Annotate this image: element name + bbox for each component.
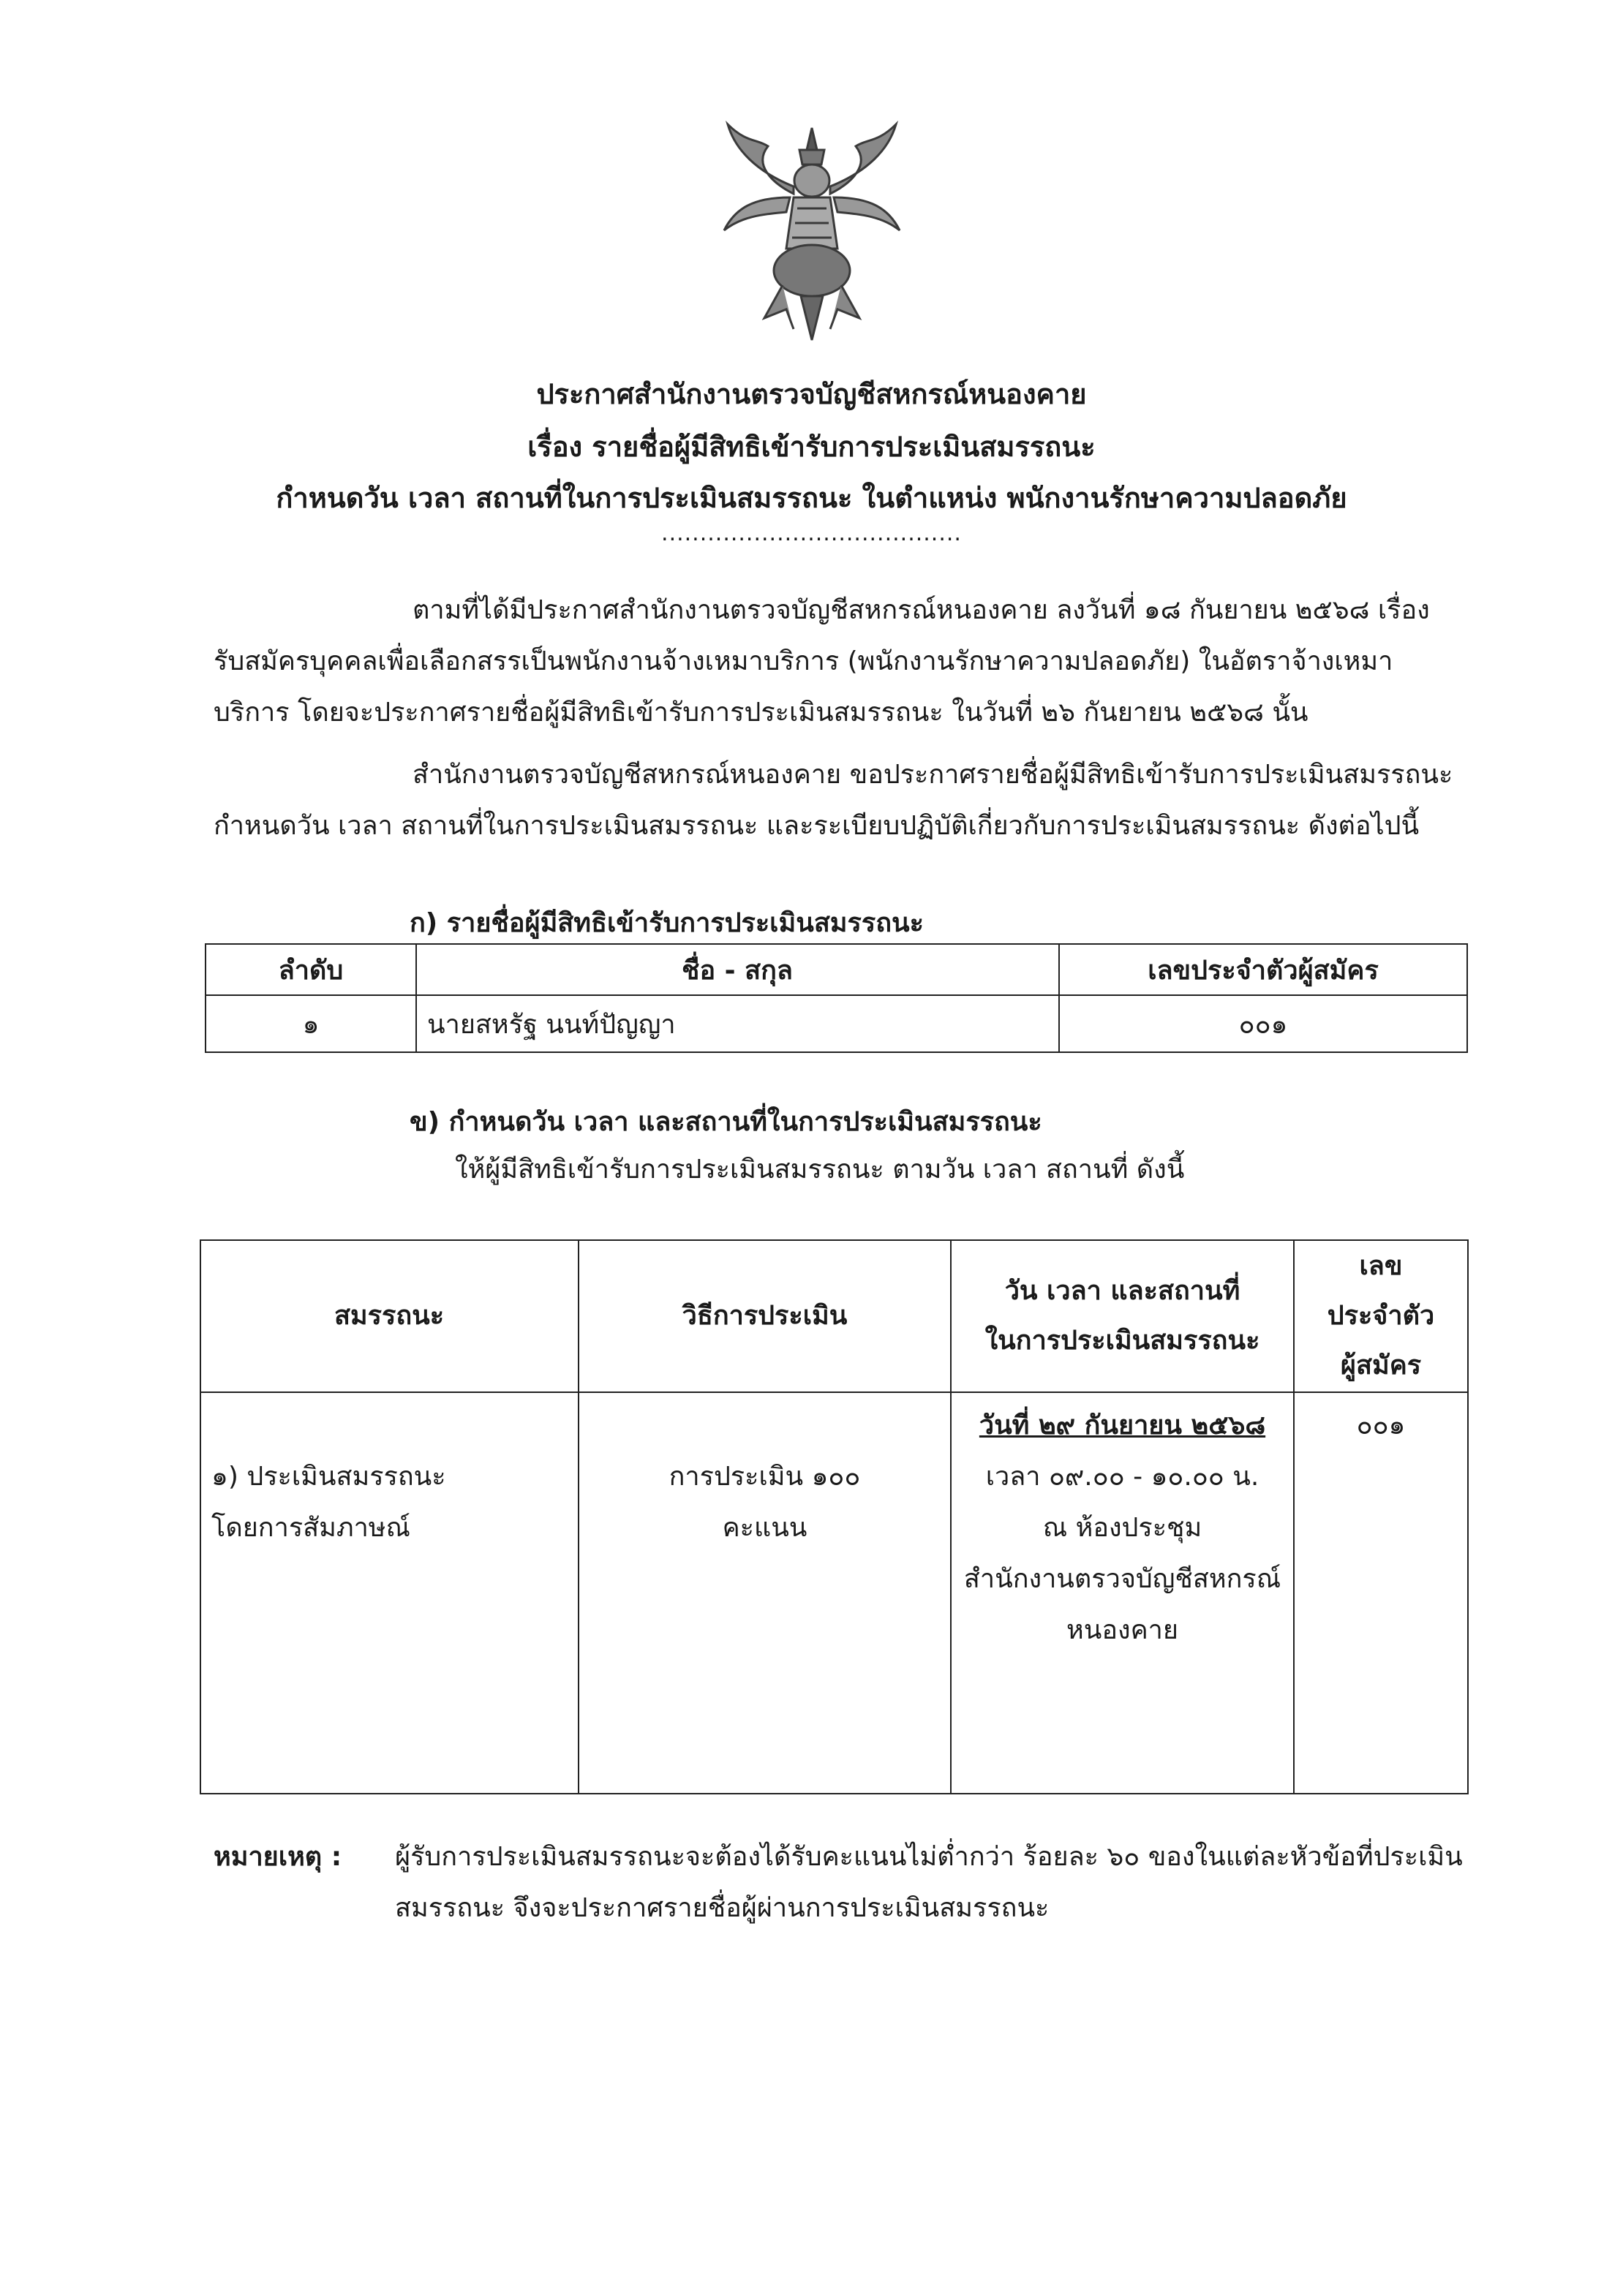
announcement-detail: กำหนดวัน เวลา สถานที่ในการประเมินสมรรถนะ ในตำแหน่ง พนักงานรักษาความปลอดภัย: [276, 482, 1347, 514]
header-applicant-id: [1294, 1240, 1468, 1392]
header-datetime-line1: วัน เวลา และสถานที่: [1004, 1276, 1240, 1306]
method-line2: คะแนน: [722, 1513, 807, 1543]
competency-line1: ๑) ประเมินสมรรถนะ: [211, 1462, 446, 1492]
announcement-subject: เรื่อง รายชื่อผู้มีสิทธิเข้ารับการประเมินสมรรถนะ: [527, 431, 1096, 463]
title-separator: .......................................: [661, 521, 962, 546]
section-b-title: ข) กำหนดวัน เวลา และสถานที่ในการประเมินสมรรถนะ: [410, 1107, 1042, 1137]
announce-paragraph: [214, 749, 1457, 852]
header-datetime-place: [951, 1240, 1294, 1392]
cell-datetime-place: [951, 1392, 1294, 1794]
header-id-line1: เลข: [1359, 1251, 1403, 1281]
cell-method: [579, 1392, 951, 1794]
section-a-title: ก) รายชื่อผู้มีสิทธิเข้ารับการประเมินสมรรถนะ: [410, 908, 924, 938]
garuda-emblem-icon: [713, 121, 911, 347]
header-name: ชื่อ - สกุล: [416, 944, 1059, 995]
header-id-line3: ผู้สมัคร: [1340, 1351, 1422, 1381]
assessment-time: เวลา ๐๙.๐๐ - ๑๐.๐๐ น.: [985, 1462, 1259, 1492]
header-applicant-id: เลขประจำตัวผู้สมัคร: [1059, 944, 1467, 995]
table-row: [200, 1392, 1468, 1794]
cell-applicant-id: ๐๐๑: [1294, 1392, 1468, 1794]
assessment-date: วันที่ ๒๙ กันยายน ๒๕๖๘: [979, 1411, 1266, 1440]
cell-competency: [200, 1392, 579, 1794]
header-order: ลำดับ: [206, 944, 416, 995]
table-header-row: [206, 944, 1467, 995]
place-line2: สำนักงานตรวจบัญชีสหกรณ์: [963, 1564, 1281, 1594]
table-header-row: [200, 1240, 1468, 1392]
cell-order: ๑: [206, 995, 416, 1052]
announcement-title: ประกาศสำนักงานตรวจบัญชีสหกรณ์หนองคาย: [536, 378, 1087, 410]
competency-line2: โดยการสัมภาษณ์: [211, 1513, 410, 1543]
cell-applicant-id: ๐๐๑: [1059, 995, 1467, 1052]
header-id-line2: ประจำตัว: [1327, 1301, 1435, 1331]
method-line1: การประเมิน ๑๐๐: [669, 1462, 861, 1492]
table-row: [206, 995, 1467, 1052]
intro-paragraph-text: ตามที่ได้มีประกาศสำนักงานตรวจบัญชีสหกรณ์หนองคาย ลงวันที่ ๑๘ กันยายน ๒๕๖๘ เรื่อง รับสมัครบุคคลเพื่อเลือกสรรเป็นพนักงานจ้างเหมาบริการ (พนักงานรักษาความปลอดภัย) ในอัตราจ้างเหมาบริการ โดยจะประกาศรายชื่อผู้มีสิทธิเข้ารับการประเมินสมรรถนะ ในวันที่ ๒๖ กันยายน ๒๕๖๘ นั้น: [214, 595, 1430, 728]
header-method: วิธีการประเมิน: [579, 1240, 951, 1392]
assessment-schedule-table: [200, 1239, 1469, 1794]
cell-name: นายสหรัฐ นนท์ปัญญา: [416, 995, 1059, 1052]
intro-paragraph: [214, 585, 1457, 739]
announce-paragraph-text: สำนักงานตรวจบัญชีสหกรณ์หนองคาย ขอประกาศรายชื่อผู้มีสิทธิเข้ารับการประเมินสมรรถนะ กำหนดวัน เวลา สถานที่ในการประเมินสมรรถนะ และระเบียบปฏิบัติเกี่ยวกับการประเมินสมรรถนะ ดังต่อไปนี้: [214, 760, 1453, 841]
section-b-subtitle: ให้ผู้มีสิทธิเข้ารับการประเมินสมรรถนะ ตามวัน เวลา สถานที่ ดังนี้: [455, 1155, 1185, 1185]
header-datetime-line2: ในการประเมินสมรรถนะ: [984, 1326, 1260, 1356]
remark-text: ผู้รับการประเมินสมรรถนะจะต้องได้รับคะแนนไม่ต่ำกว่า ร้อยละ ๖๐ ของในแต่ละหัวข้อที่ประเมินสมรรถนะ จึงจะประกาศรายชื่อผู้ผ่านการประเมินสมรรถนะ: [395, 1842, 1463, 1923]
place-line1: ณ ห้องประชุม: [1042, 1513, 1202, 1543]
remark-label: หมายเหตุ :: [214, 1842, 342, 1872]
header-competency: สมรรถนะ: [200, 1240, 579, 1392]
place-line3: หนองคาย: [1066, 1615, 1178, 1645]
eligible-candidates-table: [205, 943, 1468, 1053]
